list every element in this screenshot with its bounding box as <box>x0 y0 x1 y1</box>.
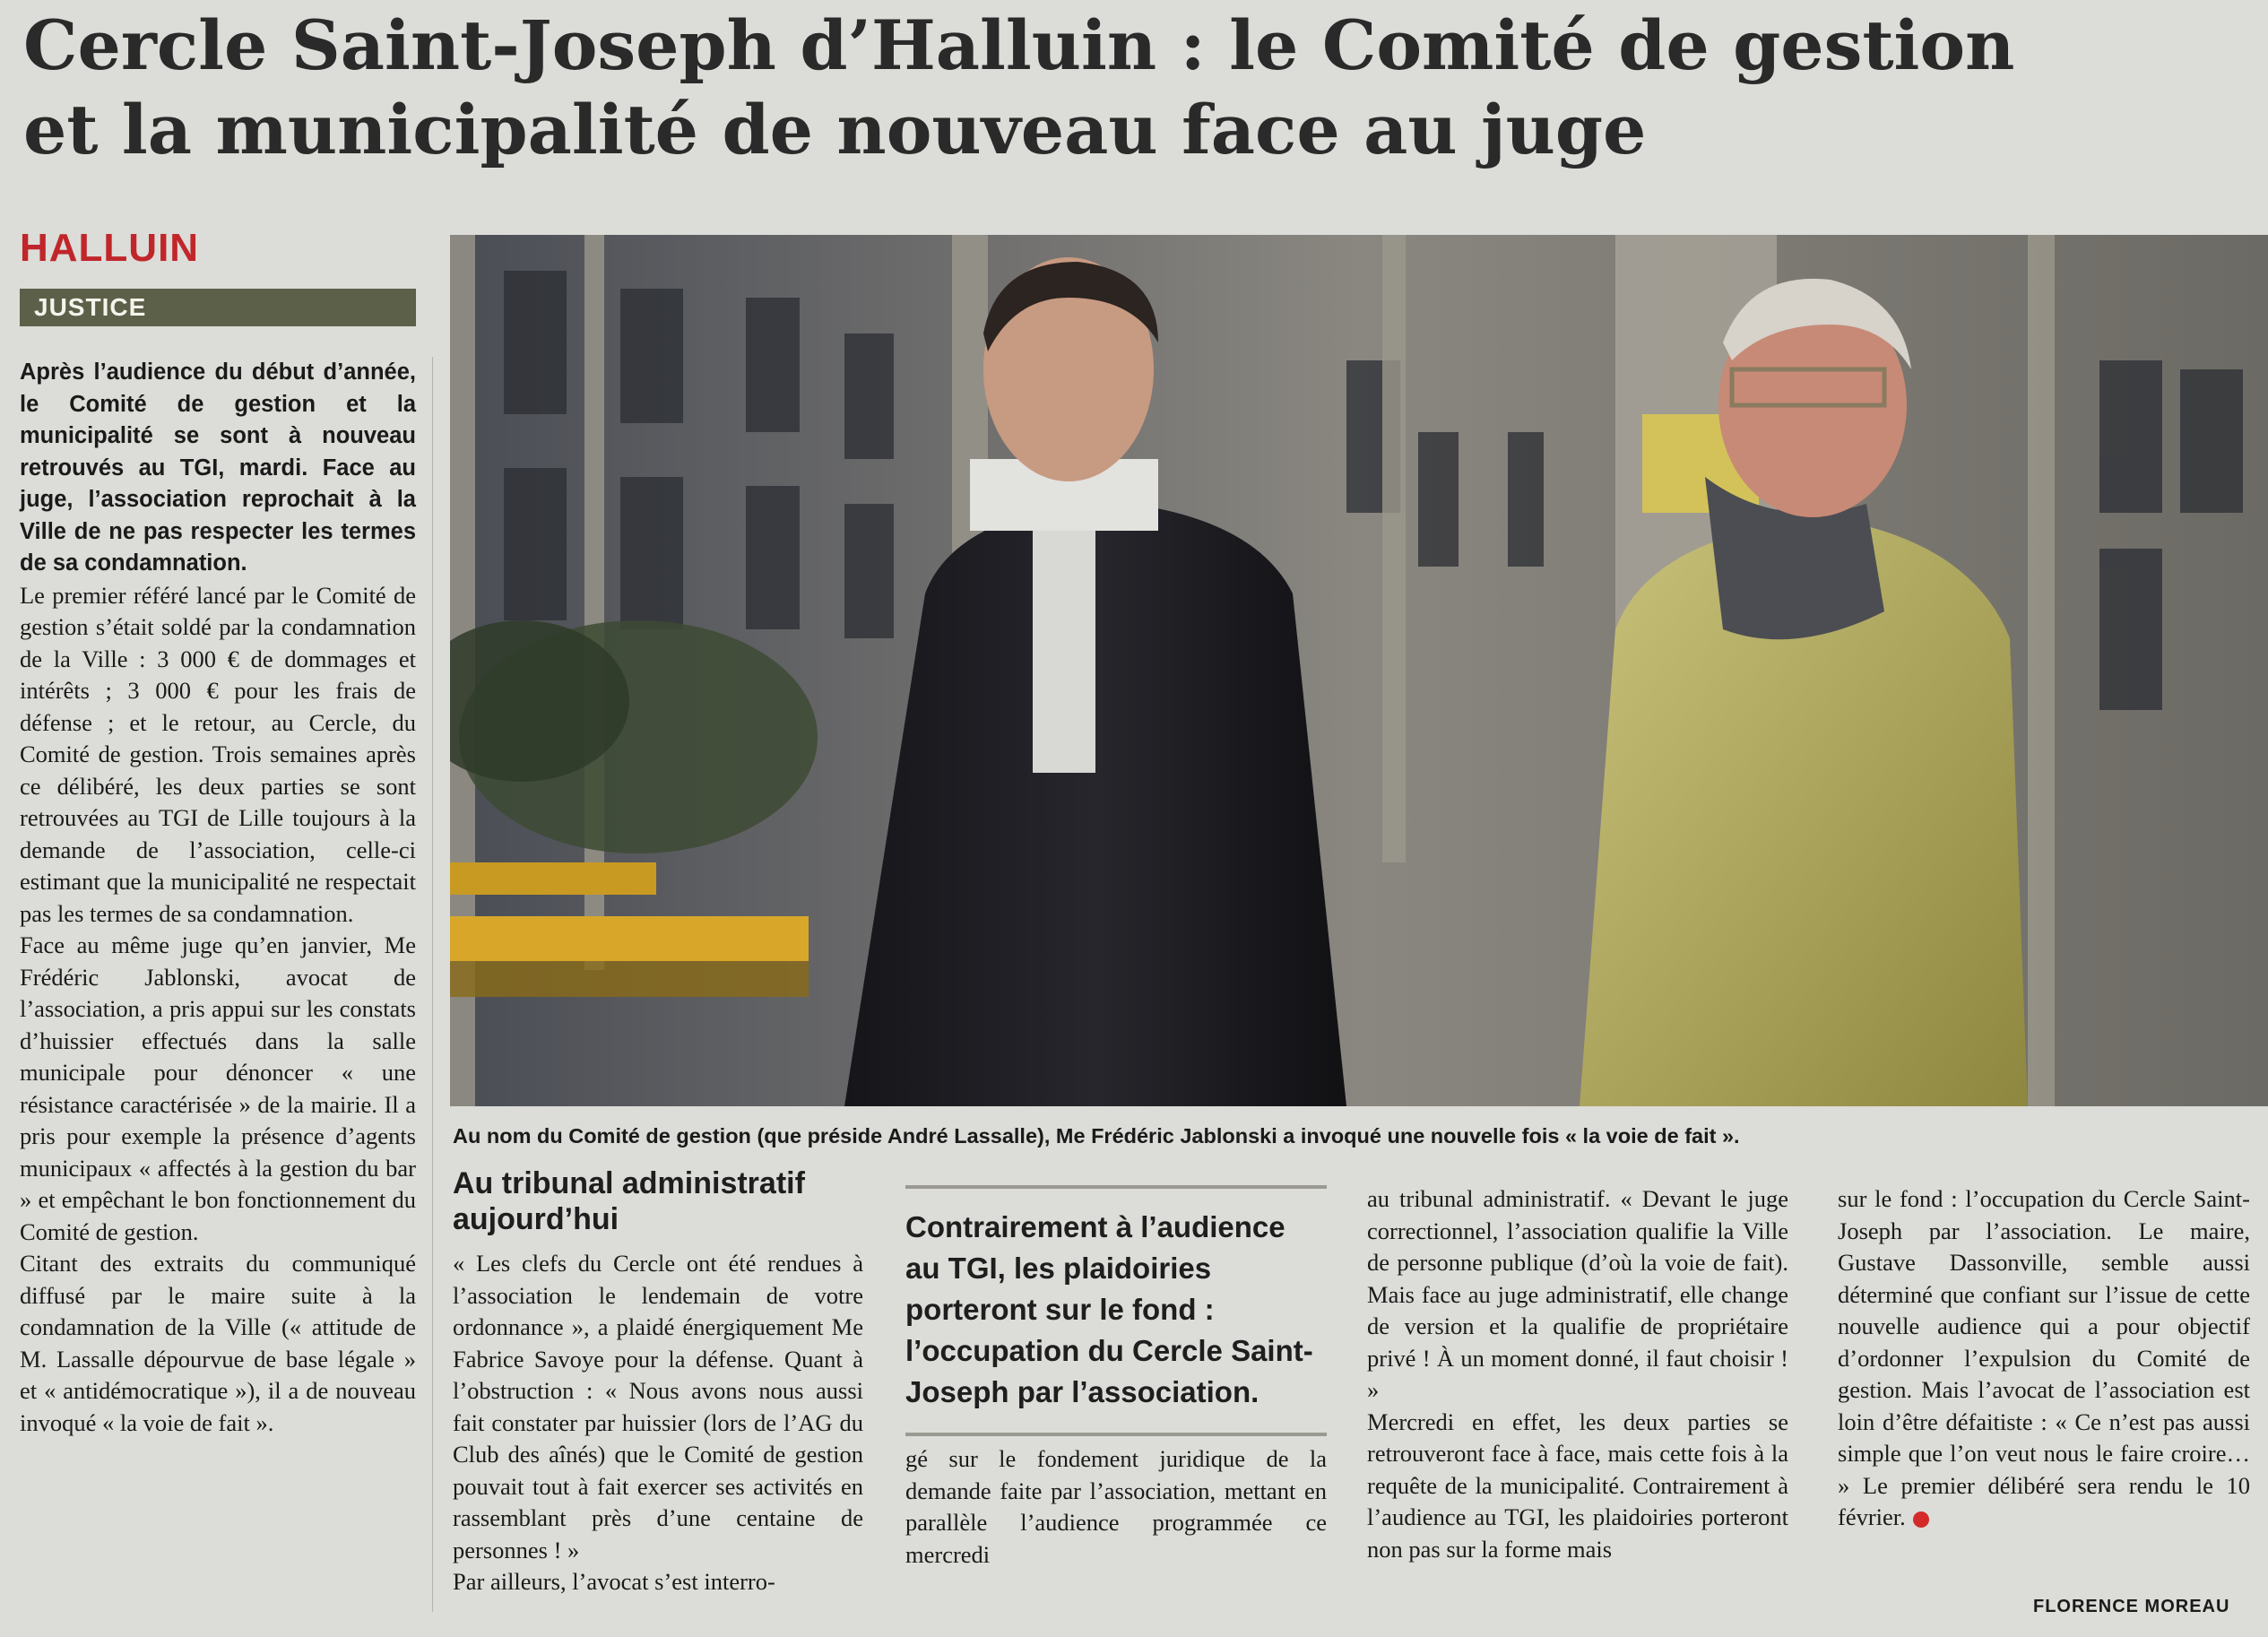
pull-quote-box <box>905 1185 1327 1436</box>
headline-line-2: et la municipalité de nouveau face au juge <box>23 90 1647 169</box>
column-3 <box>905 1443 1327 1623</box>
column-4-paragraph-2: Mercredi en effet, les deux parties se retrouveront face à face, mais cette fois à la requête de la municipalité. Contrairement à l’audience au TGI, les plaidoiries porteront non pas sur la forme mais <box>1367 1407 1788 1563</box>
article-photo <box>450 235 2268 1106</box>
author-signature: FLORENCE MOREAU <box>2033 1597 2230 1616</box>
section-rubric: JUSTICE <box>20 289 416 326</box>
end-mark-icon <box>1913 1511 1929 1528</box>
headline <box>23 4 2246 172</box>
column-1-paragraph-3: Citant des extraits du communiqué diffusé par le maire suite à la condamnation de la Ville (« attitude de M. Lassalle dépourvue de base légale » et « antidémocratique »), il a de nouveau invoqué « la voie de fait ». <box>20 1250 416 1436</box>
lead-paragraph: Après l’audience du début d’année, le Comité de gestion et la municipalité se sont à nouveau retrouvés au TGI, mardi. Face au juge, l’association reprochait à la Ville de ne pas respecter les termes de sa condamnation. <box>20 359 416 576</box>
column-2-paragraph-1: « Les clefs du Cercle ont été rendues à l’association le lendemain de votre ordonnance », a plaidé énergiquement Me Fabrice Savoye pour la défense. Quant à l’obstruction : « Nous avons nous aussi fait constater par huissier (lors de l’AG du Club des aînés) que le Comité de gestion pouvait tout à fait exercer ses activités en rassemblant près d’une centaine de personnes ! » <box>453 1250 863 1563</box>
column-4-paragraph-1: au tribunal administratif. « Devant le juge correctionnel, l’association qualifie la Ville de personne publique (d’où la voie de fait). Mais face au juge administratif, elle change de version et la qualifie de propriétaire privé ! À un moment donné, il faut choisir ! » <box>1367 1185 1788 1403</box>
column-1-paragraph-2: Face au même juge qu’en janvier, Me Frédéric Jablonski, avocat de l’association, a pris appui sur les constats d’huissier effectués dans la salle municipale pour dénoncer « une résistance caractérisée » de la mairie. Il a pris pour exemple la présence d’agents municipaux « affectés à la gestion du bar » et empêchant le bon fonctionnement du Comité de gestion. <box>20 931 416 1245</box>
photo-caption: Au nom du Comité de gestion (que préside André Lassalle), Me Frédéric Jablonski a invoqué une nouvelle fois « la voie de fait ». <box>453 1124 1740 1148</box>
location-kicker: HALLUIN <box>20 226 200 270</box>
column-5-paragraph <box>1838 1183 2250 1534</box>
column-2-paragraph-2: Par ailleurs, l’avocat s’est interro- <box>453 1568 775 1595</box>
column-5 <box>1838 1183 2250 1569</box>
column-1-paragraph-1: Le premier référé lancé par le Comité de gestion s’était soldé par la condamnation de la Ville : 3 000 € de dommages et intérêts ; 3 000 € pour les frais de défense ; et le retour, au Cercle, du Comité de gestion. Trois semaines après ce délibéré, les deux parties se sont retrouvées au TGI de Lille toujours à la demande de l’association, celle-ci estimant que la municipalité ne respectait pas les termes de sa condamnation. <box>20 581 416 927</box>
column-1 <box>20 357 416 1612</box>
column-divider <box>432 357 433 1612</box>
pull-quote: Contrairement à l’audience au TGI, les plaidoiries porteront sur le fond : l’occupation du Cercle Saint-Joseph par l’association. <box>905 1210 1313 1408</box>
headline-line-1: Cercle Saint-Joseph d’Halluin : le Comité de gestion <box>23 5 2015 85</box>
column-4 <box>1367 1183 1788 1623</box>
column-3-paragraph: gé sur le fondement juridique de la demande faite par l’association, mettant en parallèle l’audience programmée ce mercredi <box>905 1445 1327 1568</box>
column-2 <box>453 1248 863 1624</box>
section-subhead: Au tribunal administratif aujourd’hui <box>453 1166 805 1236</box>
column-5-text: sur le fond : l’occupation du Cercle Saint-Joseph par l’association. Le maire, Gustave Dassonville, semble aussi déterminé que confiant sur l’issue de cette nouvelle audience qui a pour objectif d’ordonner l’expulsion du Comité de gestion. Mais l’avocat de l’association est loin d’être défaitiste : « Ce n’est pas aussi simple que l’on veut nous le faire croire… » Le premier délibéré sera rendu le 10 février. <box>1838 1185 2250 1530</box>
